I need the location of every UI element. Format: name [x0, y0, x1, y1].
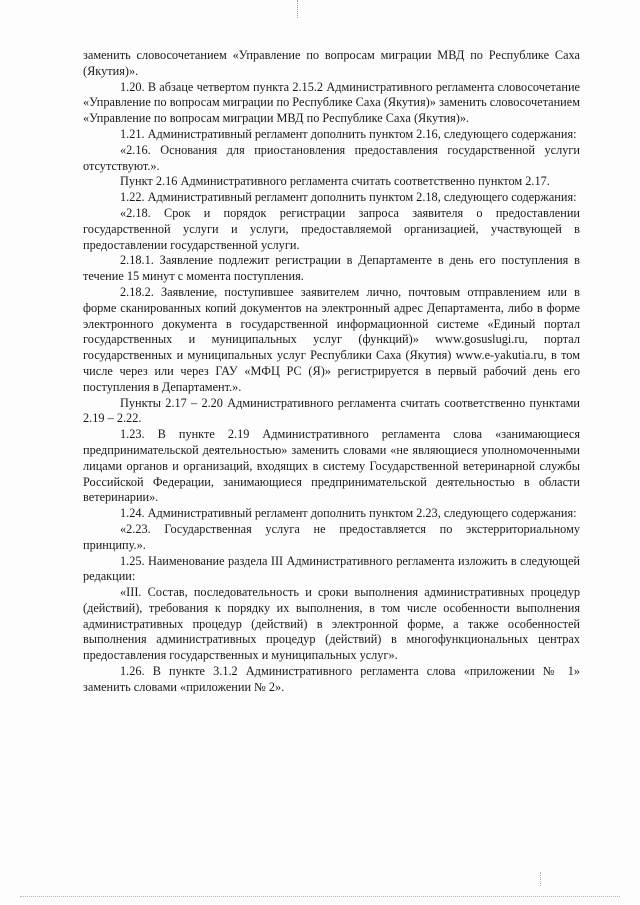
- paragraph-renumber-2-19: Пункты 2.17 – 2.20 Административного регламента считать соответственно пунктами 2.19 – 2.22.: [83, 395, 580, 426]
- paragraph-1-23: 1.23. В пункте 2.19 Административного регламента слова «занимающиеся предпринимательской деятельностью» заменить словами «не являющиеся уполномоченными лицами органов и организаций, входящих в систему Государственной ветеринарной службы Российской Федерации, занимающиеся предпринимательской деятельностью в области ветеринарии».: [83, 427, 580, 505]
- paragraph-renumber-2-17: Пункт 2.16 Административного регламента считать соответственно пунктом 2.17.: [120, 174, 550, 189]
- paragraph-1-25: 1.25. Наименование раздела III Административного регламента изложить в следующей редакции:: [83, 553, 580, 584]
- paragraph-1-20: 1.20. В абзаце четвертом пункта 2.15.2 Административного регламента словосочетание «Управление по вопросам миграции по Республике Саха (Якутия)» заменить словосочетанием «Управление по вопросам миграции МВД по Республике Саха (Якутия)».: [83, 79, 580, 126]
- paragraph-1-26: 1.26. В пункте 3.1.2 Административного регламента слова «приложении № 1» заменить словами «приложении № 2».: [83, 664, 580, 694]
- paragraph-2-18-1: 2.18.1. Заявление подлежит регистрации в Департаменте в день его поступления в течение 15 минут с момента поступления.: [83, 253, 580, 284]
- paragraph-2-23-quote: «2.23. Государственная услуга не предоставляется по экстерриториальному принципу.».: [83, 521, 580, 552]
- document-body: [83, 48, 580, 696]
- paragraph-continuation: заменить словосочетанием «Управление по вопросам миграции МВД по Республике Саха (Якутия)».: [83, 48, 580, 78]
- fold-mark: [297, 0, 299, 18]
- paragraph-1-22: 1.22. Административный регламент дополнить пунктом 2.18, следующего содержания:: [120, 190, 577, 205]
- paragraph-2-18-quote: «2.18. Срок и порядок регистрации запроса заявителя о предоставлении государственной услуги и услуги, предоставляемой организацией, участвующей в предоставлении государственной услуги.: [83, 205, 580, 252]
- paragraph-1-21: 1.21. Административный регламент дополнить пунктом 2.16, следующего содержания:: [120, 126, 577, 141]
- paragraph-2-18-2: 2.18.2. Заявление, поступившее заявителем лично, почтовым отправлением или в форме сканированных копий документов на электронный адрес Департамента, либо в форме электронного документа в государственной информационной системе «Единый портал государственных и муниципальных услуг (функций)» www.gosuslugi.ru, портал государственных и муниципальных услуг Республики Саха (Якутия) www.e-yakutia.ru, в том числе через или через ГАУ «МФЦ РС (Я)» регистрируется в первый рабочий день его поступления в Департамент.».: [83, 284, 580, 394]
- paragraph-section-iii-title: «III. Состав, последовательность и сроки выполнения административных процедур (действий), требования к порядку их выполнения, в том числе особенности выполнения административных процедур (действий) в электронной форме, а также особенностей выполнения административных процедур (действий) в многофункциональных центрах предоставления государственных и муниципальных услуг».: [83, 585, 580, 663]
- paragraph-2-16-quote: «2.16. Основания для приостановления предоставления государственной услуги отсутствуют.».: [83, 142, 580, 173]
- paragraph-1-24: 1.24. Административный регламент дополнить пунктом 2.23, следующего содержания:: [120, 506, 577, 521]
- scan-bottom-edge: [20, 896, 620, 897]
- scan-margin-mark: [540, 872, 542, 886]
